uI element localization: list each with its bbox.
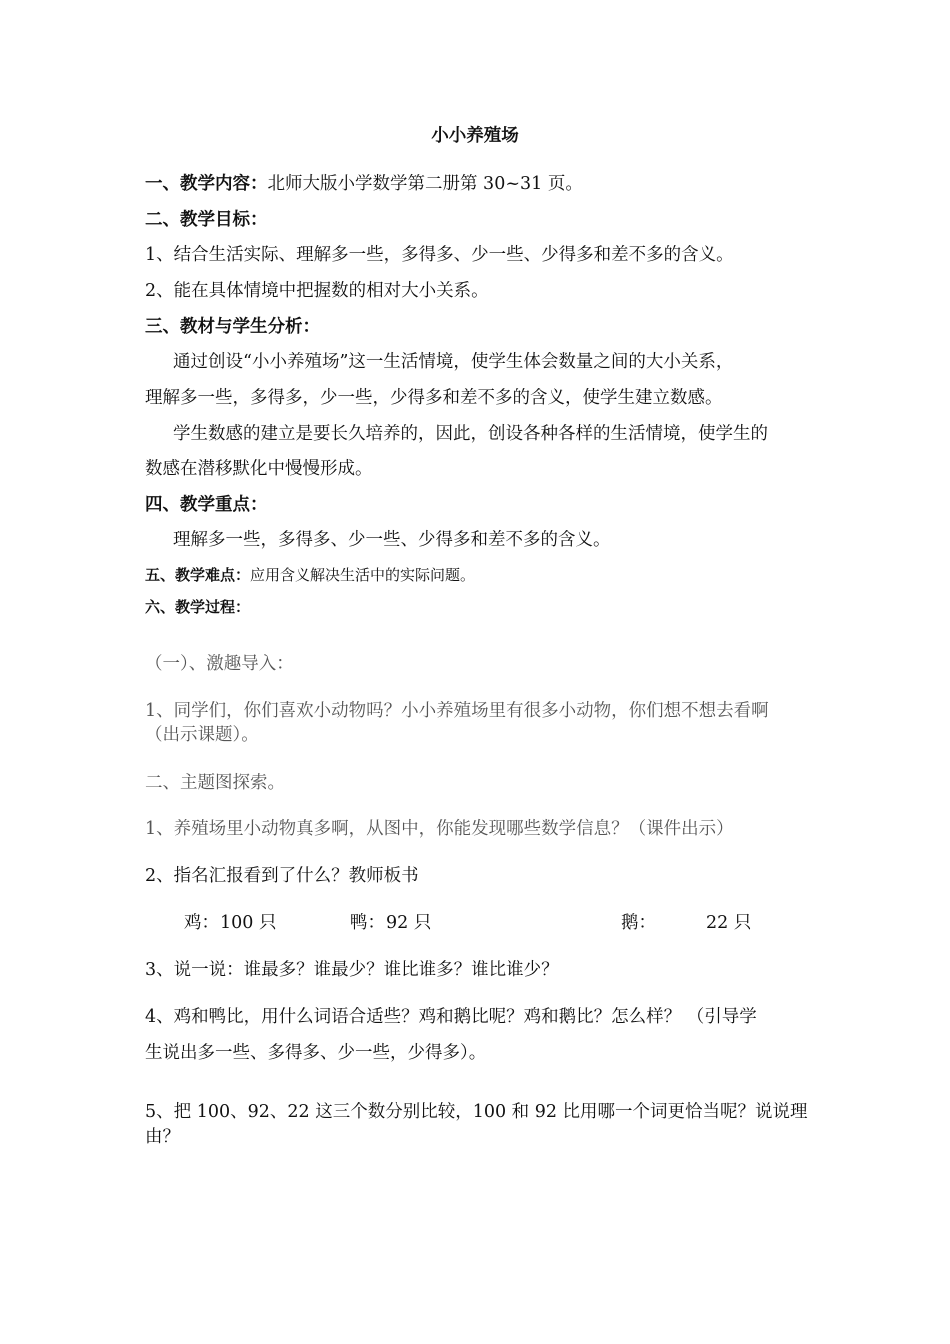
paragraph-line: 生说出多一些、多得多、少一些，少得多）。 — [145, 1043, 487, 1063]
goose-value: 22 只 — [706, 913, 752, 933]
intro-heading: （一）、激趣导入： — [145, 654, 294, 674]
paragraph-line: 2、指名汇报看到了什么？教师板书 — [145, 866, 419, 886]
section-process-label: 六、教学过程： — [145, 598, 251, 616]
paragraph-line: 1、养殖场里小动物真多啊，从图中，你能发现哪些数学信息？（课件出示） — [145, 819, 734, 839]
section-difficulty — [145, 563, 475, 587]
section-text: 北师大版小学数学第二册第 30~31 页。 — [267, 174, 583, 194]
section-key-points-label: 四、教学重点： — [145, 495, 268, 515]
explore-heading: 二、主题图探索。 — [145, 773, 285, 793]
paragraph-line: 5、把 100、92、22 这三个数分别比较，100 和 92 比用哪一个词更恰当呢？说说理 — [145, 1102, 808, 1122]
chicken-label: 鸡： — [184, 913, 219, 933]
section-analysis-label: 三、教材与学生分析： — [145, 317, 320, 337]
page-title: 小小养殖场 — [431, 126, 519, 146]
duck-label: 鸭： — [350, 913, 385, 933]
paragraph-line: 数感在潜移默化中慢慢形成。 — [145, 459, 373, 479]
goal-item: 1、结合生活实际、理解多一些，多得多、少一些、少得多和差不多的含义。 — [145, 245, 734, 265]
section-label: 五、教学难点： — [145, 566, 251, 584]
section-content — [145, 172, 583, 196]
section-label: 一、教学内容： — [145, 174, 268, 194]
section-goals-label: 二、教学目标： — [145, 210, 268, 230]
paragraph-line: 通过创设“小小养殖场”这一生活情境，使学生体会数量之间的大小关系， — [173, 352, 734, 372]
goose-label: 鹅： — [621, 913, 656, 933]
paragraph-line: （出示课题）。 — [145, 725, 259, 745]
paragraph-line: 由？ — [145, 1127, 180, 1147]
paragraph-line: 3、说一说：谁最多？谁最少？谁比谁多？谁比谁少？ — [145, 960, 559, 980]
paragraph-line: 学生数感的建立是要长久培养的，因此，创设各种各样的生活情境，使学生的 — [173, 424, 768, 444]
section-text: 应用含义解决生活中的实际问题。 — [250, 566, 476, 584]
duck-value: 92 只 — [386, 913, 432, 933]
paragraph-line: 1、同学们，你们喜欢小动物吗？小小养殖场里有很多小动物，你们想不想去看啊 — [145, 701, 769, 721]
paragraph-line: 4、鸡和鸭比，用什么词语合适些？鸡和鹅比呢？鸡和鹅比？怎么样？ （引导学 — [145, 1007, 757, 1027]
paragraph-line: 理解多一些，多得多，少一些，少得多和差不多的含义，使学生建立数感。 — [145, 388, 723, 408]
goal-item: 2、能在具体情境中把握数的相对大小关系。 — [145, 281, 489, 301]
chicken-value: 100 只 — [220, 913, 277, 933]
key-points-text: 理解多一些，多得多、少一些、少得多和差不多的含义。 — [173, 530, 611, 550]
